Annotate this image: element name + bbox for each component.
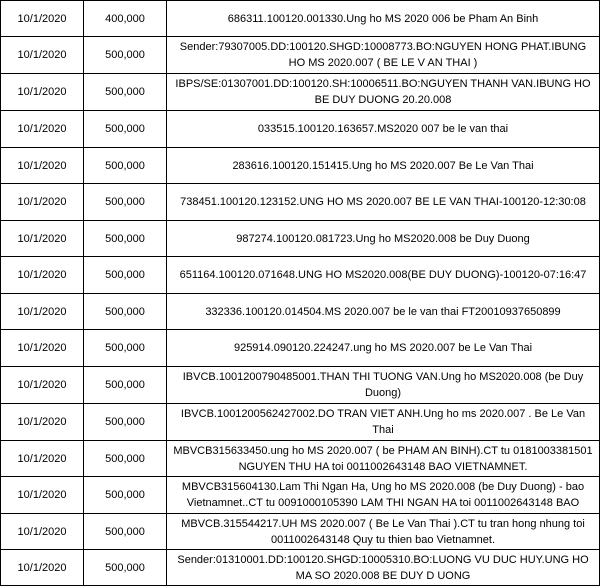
amount-cell: 500,000 bbox=[83, 550, 166, 585]
date-cell: 10/1/2020 bbox=[0, 477, 83, 513]
date-cell: 10/1/2020 bbox=[0, 74, 83, 110]
amount-cell: 500,000 bbox=[83, 294, 166, 329]
description-cell: 332336.100120.014504.MS 2020.007 be le van thai FT20010937650899 bbox=[166, 294, 600, 329]
description-cell: 925914.090120.224247.ung ho MS 2020.007 be Le Van Thai bbox=[166, 330, 600, 366]
table-row bbox=[0, 367, 600, 404]
table-row bbox=[0, 148, 600, 184]
amount-cell: 500,000 bbox=[83, 221, 166, 256]
amount-cell: 500,000 bbox=[83, 257, 166, 293]
date-cell: 10/1/2020 bbox=[0, 111, 83, 147]
amount-cell: 500,000 bbox=[83, 74, 166, 110]
description-cell: MBVCB.315544217.UH MS 2020.007 ( Be Le Van Thai ).CT tu tran hong nhung toi 0011002643148 Quy tu thien bao Vietnamnet. bbox=[166, 514, 600, 549]
table-row bbox=[0, 550, 600, 586]
date-cell: 10/1/2020 bbox=[0, 184, 83, 220]
description-cell: 686311.100120.001330.Ung ho MS 2020 006 be Pham An Binh bbox=[166, 1, 600, 36]
amount-cell: 500,000 bbox=[83, 404, 166, 440]
amount-cell: 500,000 bbox=[83, 367, 166, 403]
date-cell: 10/1/2020 bbox=[0, 367, 83, 403]
date-cell: 10/1/2020 bbox=[0, 514, 83, 549]
table-row bbox=[0, 111, 600, 148]
date-cell: 10/1/2020 bbox=[0, 37, 83, 73]
description-cell: IBPS/SE:01307001.DD:100120.SH:10006511.BO:NGUYEN THANH VAN.IBUNG HO BE DUY DUONG 20.20.008 bbox=[166, 74, 600, 110]
amount-cell: 500,000 bbox=[83, 330, 166, 366]
date-cell: 10/1/2020 bbox=[0, 294, 83, 329]
description-cell: 651164.100120.071648.UNG HO MS2020.008(BE DUY DUONG)-100120-07:16:47 bbox=[166, 257, 600, 293]
date-cell: 10/1/2020 bbox=[0, 441, 83, 476]
table-row bbox=[0, 257, 600, 294]
amount-cell: 500,000 bbox=[83, 148, 166, 183]
amount-cell: 500,000 bbox=[83, 111, 166, 147]
description-cell: IBVCB.1001200790485001.THAN THI TUONG VAN.Ung ho MS2020.008 (be Duy Duong) bbox=[166, 367, 600, 403]
date-cell: 10/1/2020 bbox=[0, 1, 83, 36]
description-cell: Sender:01310001.DD:100120.SHGD:10005310.BO:LUONG VU DUC HUY.UNG HO MA SO 2020.008 BE DUY D UONG bbox=[166, 550, 600, 585]
table-row bbox=[0, 514, 600, 550]
amount-cell: 500,000 bbox=[83, 184, 166, 220]
date-cell: 10/1/2020 bbox=[0, 330, 83, 366]
date-cell: 10/1/2020 bbox=[0, 148, 83, 183]
description-cell: 283616.100120.151415.Ung ho MS 2020.007 Be Le Van Thai bbox=[166, 148, 600, 183]
description-cell: 738451.100120.123152.UNG HO MS 2020.007 BE LE VAN THAI-100120-12:30:08 bbox=[166, 184, 600, 220]
table-row bbox=[0, 37, 600, 74]
table-row bbox=[0, 404, 600, 441]
date-cell: 10/1/2020 bbox=[0, 550, 83, 585]
table-row bbox=[0, 184, 600, 221]
table-row bbox=[0, 441, 600, 477]
table-row bbox=[0, 294, 600, 330]
table-row bbox=[0, 330, 600, 367]
description-cell: Sender:79307005.DD:100120.SHGD:10008773.BO:NGUYEN HONG PHAT.IBUNG HO MS 2020.007 ( BE LE V AN THAI ) bbox=[166, 37, 600, 73]
date-cell: 10/1/2020 bbox=[0, 404, 83, 440]
table-row bbox=[0, 1, 600, 37]
date-cell: 10/1/2020 bbox=[0, 221, 83, 256]
description-cell: 987274.100120.081723.Ung ho MS2020.008 be Duy Duong bbox=[166, 221, 600, 256]
description-cell: MBVCB315604130.Lam Thi Ngan Ha, Ung ho MS 2020.008 (be Duy Duong) - bao Vietnamnet..CT tu 0091000105390 LAM THI NGAN HA toi 0011002643148 BAO bbox=[166, 477, 600, 513]
description-cell: IBVCB.1001200562427002.DO TRAN VIET ANH.Ung ho ms 2020.007 . Be Le Van Thai bbox=[166, 404, 600, 440]
table-row bbox=[0, 74, 600, 111]
table-row bbox=[0, 221, 600, 257]
amount-cell: 500,000 bbox=[83, 37, 166, 73]
table-row bbox=[0, 477, 600, 514]
description-cell: MBVCB315633450.ung ho MS 2020.007 ( be PHAM AN BINH).CT tu 0181003381501 NGUYEN THU HA toi 0011002643148 BAO VIETNAMNET. bbox=[166, 441, 600, 476]
amount-cell: 500,000 bbox=[83, 477, 166, 513]
description-cell: 033515.100120.163657.MS2020 007 be le van thai bbox=[166, 111, 600, 147]
amount-cell: 500,000 bbox=[83, 514, 166, 549]
date-cell: 10/1/2020 bbox=[0, 257, 83, 293]
amount-cell: 500,000 bbox=[83, 441, 166, 476]
amount-cell: 400,000 bbox=[83, 1, 166, 36]
